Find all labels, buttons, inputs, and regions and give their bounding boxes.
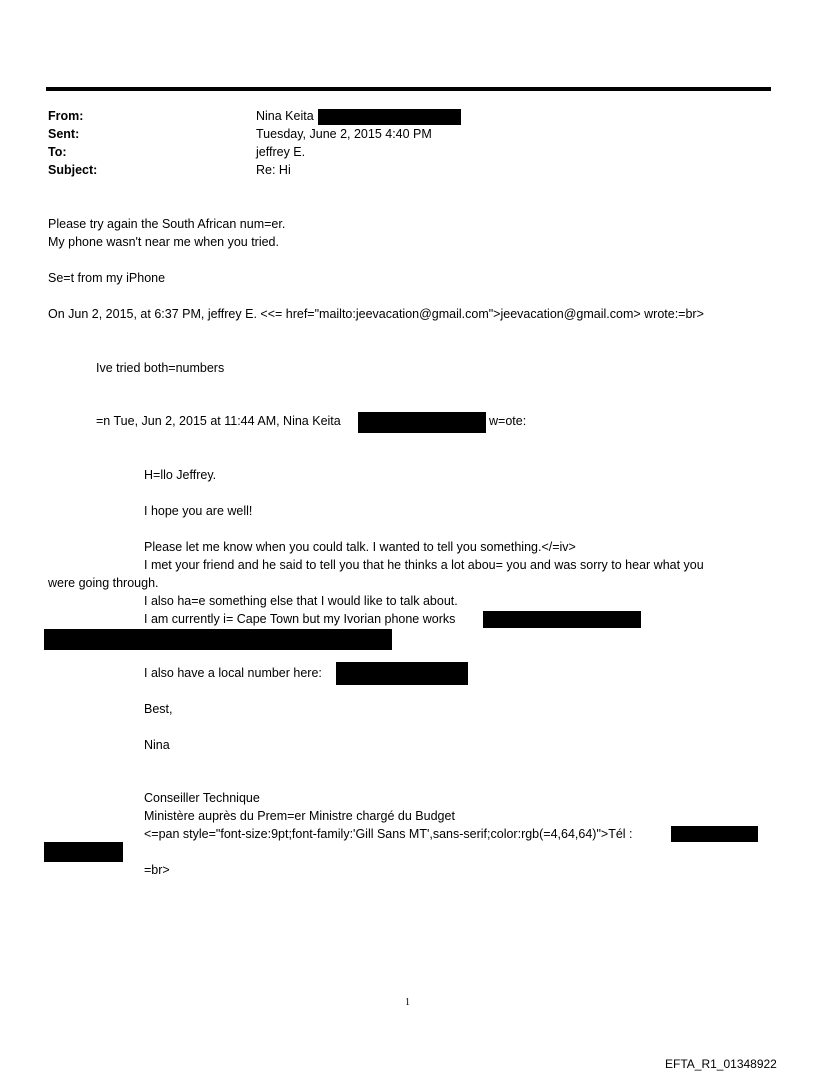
- quote2-intro-a: =n Tue, Jun 2, 2015 at 11:44 AM, Nina Keita: [96, 414, 341, 428]
- body-line-1: Please try again the South African num=er.: [48, 217, 286, 231]
- signature-title: Conseiller Technique: [144, 791, 260, 805]
- to-value: jeffrey E.: [256, 145, 306, 159]
- closing-best: Best,: [144, 702, 173, 716]
- sent-value: Tuesday, June 2, 2015 4:40 PM: [256, 127, 432, 141]
- br-line: =br>: [144, 863, 170, 877]
- redaction-box: [44, 842, 123, 862]
- page-number: 1: [405, 997, 410, 1008]
- closing-name: Nina: [144, 738, 170, 752]
- subject-value: Re: Hi: [256, 163, 291, 177]
- signature-span-line: <=pan style="font-size:9pt;font-family:'Gill Sans MT',sans-serif;color:rgb(=4,64,64)">Tél :: [144, 827, 633, 841]
- paragraph-2b: were going through.: [48, 576, 159, 590]
- body-line-2: My phone wasn't near me when you tried.: [48, 235, 279, 249]
- redaction-box: [358, 412, 486, 433]
- from-label: From:: [48, 109, 84, 123]
- quote2-intro-b: w=ote:: [489, 414, 527, 428]
- subject-label: Subject:: [48, 163, 98, 177]
- document-id: EFTA_R1_01348922: [665, 1057, 777, 1071]
- sent-label: Sent:: [48, 127, 80, 141]
- redaction-box: [671, 826, 758, 842]
- paragraph-4: I am currently i= Cape Town but my Ivorian phone works: [144, 612, 456, 626]
- signature-ministry: Ministère auprès du Prem=er Ministre chargé du Budget: [144, 809, 455, 823]
- quote-intro: On Jun 2, 2015, at 6:37 PM, jeffrey E. <<= href="mailto:jeevacation@gmail.com">jeevacation@gmail.com> wrote:=br>: [48, 307, 704, 321]
- reply-line: Ive tried both=numbers: [96, 361, 225, 375]
- local-number-line: I also have a local number here:: [144, 666, 322, 680]
- to-label: To:: [48, 145, 67, 159]
- redaction-box: [44, 629, 392, 650]
- header-divider: [46, 87, 771, 91]
- sent-from-iphone: Se=t from my iPhone: [48, 271, 166, 285]
- paragraph-2a: I met your friend and he said to tell you that he thinks a lot abou= you and was sorry to hear what you: [144, 558, 704, 572]
- greeting: H=llo Jeffrey.: [144, 468, 217, 482]
- redaction-box: [483, 611, 641, 628]
- redaction-box: [318, 109, 461, 125]
- paragraph-3: I also ha=e something else that I would like to talk about.: [144, 594, 458, 608]
- from-value: Nina Keita: [256, 109, 314, 123]
- redaction-box: [336, 662, 468, 685]
- hope-line: I hope you are well!: [144, 504, 253, 518]
- paragraph-1: Please let me know when you could talk. I wanted to tell you something.</=iv>: [144, 540, 576, 554]
